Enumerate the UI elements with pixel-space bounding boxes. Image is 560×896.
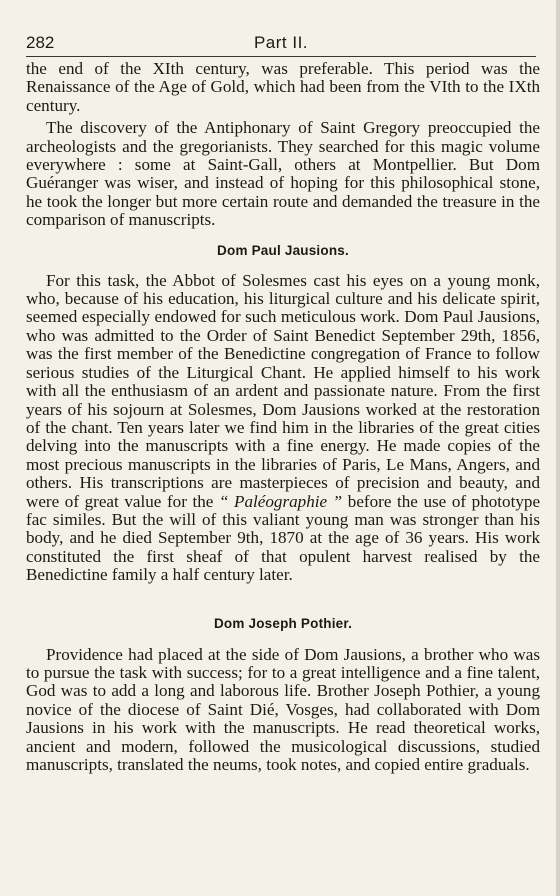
page-body — [26, 60, 540, 774]
running-head: Part II. — [253, 33, 309, 52]
paragraph-pothier: Providence had placed at the side of Dom Jausions, a brother who was to pursue the task with success; for to a great intelligence and a fine talent, God was to add a long and laborous life. Brother Joseph Pothier, a young novice of the diocese of Saint Dié, Vosges, had collaborated with Dom Jausions in his work with the manuscripts. He read theoretical works, ancient and modern, followed the musicological discussions, studied manuscripts, translated the neums, took notes, and copied entire graduals. — [26, 644, 540, 774]
page-number: 282 — [26, 33, 55, 52]
paragraph-jausions-part2: before the use of phototype fac similes. But the will of this valiant young man was stronger than his body, and he died September 9th, 1870 at the age of 36 years. His work constituted the first sheaf of that opulent harvest realised by the Benedictine family a half century later. — [26, 491, 541, 585]
section-heading-pothier: Dom Joseph Pothier. — [213, 615, 353, 631]
page-edge — [556, 0, 560, 896]
header-rule — [26, 56, 536, 57]
paragraph-antiphonary: The discovery of the Antiphonary of Saint Gregory preoccupied the archeologists and the gregorianists. They searched for this magic volume everywhere : some at Saint-Gall, others at Montpellier. But Dom Guéranger was wiser, and instead of hoping for this philosophical stone, he took the longer but more certain route and demanded the treasure in the comparison of manuscripts. — [26, 118, 540, 230]
paleographie-title: “ Paléographie ” — [218, 491, 343, 511]
paragraph-jausions-part1: For this task, the Abbot of Solesmes cast his eyes on a young monk, who, because of his education, his liturgical culture and his delicate spirit, seemed especially endowed for such meticulous work. Dom Paul Jausions, who was admitted to the Order of Saint Benedict September 29th, 1856, was the first member of the Benedictine congregation of France to follow serious studies of the Liturgical Chant. He applied himself to his work with all the enthusiasm of an ardent and passionate nature. From the first years of his sojourn at Solesmes, Dom Jausions worked at the restoration of the chant. Ten years later we find him in the libraries of the great cities delving into the manuscripts with a fine energy. He made copies of the most precious manuscripts in the libraries of Paris, Le Mans, Angers, and others. His transcriptions are masterpieces of precision and beauty, and were of great value for the — [26, 270, 540, 511]
paragraph-jausions — [26, 272, 540, 585]
section-heading-jausions: Dom Paul Jausions. — [217, 242, 349, 258]
paragraph-continuation: the end of the XIth century, was preferable. This period was the Renaissance of the Age of Gold, which had been from the VIth to the IXth century. — [26, 59, 540, 115]
page-header — [26, 33, 536, 55]
